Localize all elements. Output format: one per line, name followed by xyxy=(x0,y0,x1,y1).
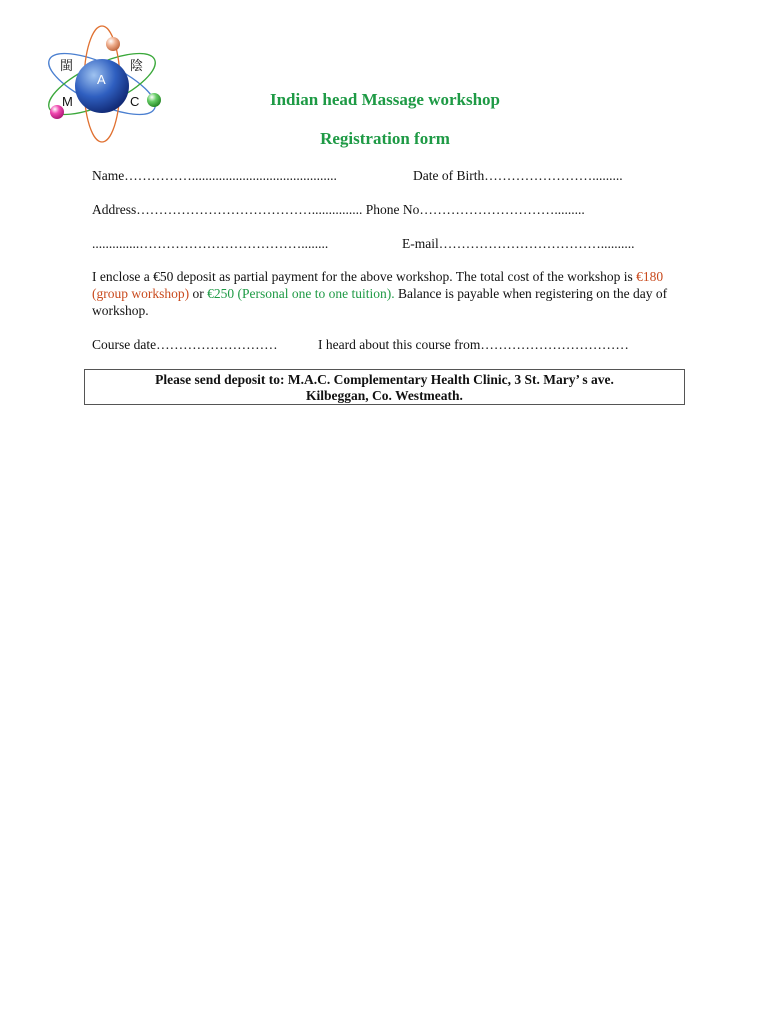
address-continuation-line[interactable]: ..............………………………………........ xyxy=(92,236,329,251)
logo-letter-m: M xyxy=(62,94,73,109)
price-group: €180 (group workshop) xyxy=(92,269,664,301)
deposit-paragraph xyxy=(92,268,692,319)
email-field-line[interactable]: E-mail……………………………….......... xyxy=(402,236,635,251)
logo-char-left: 閩 xyxy=(60,59,74,74)
deposit-text-1: I enclose a €50 deposit as partial payment for the above workshop. The total cost of the workshop is xyxy=(92,269,637,284)
mac-logo xyxy=(42,24,164,146)
deposit-or: or xyxy=(189,286,208,301)
page-title: Indian head Massage workshop xyxy=(269,90,501,109)
deposit-address-line-2: Kilbeggan, Co. Westmeath. xyxy=(306,388,463,403)
heard-from-field-line[interactable]: I heard about this course from…………………………… xyxy=(318,337,629,352)
logo-letter-c: C xyxy=(130,94,140,109)
name-field-line[interactable]: Name……………........................................... xyxy=(92,168,337,183)
price-personal: €250 (Personal one to one tuition). xyxy=(207,286,395,301)
logo-letter-a: A xyxy=(97,72,106,87)
dob-field-line[interactable]: Date of Birth……………………......... xyxy=(413,168,623,183)
page-subtitle: Registration form xyxy=(320,129,450,148)
deposit-address-box xyxy=(84,369,685,405)
address-phone-field-line[interactable]: Address…………………………………............... Phone No…………………………......... xyxy=(92,202,585,217)
deposit-text-2: Balance is payable when registering on the day of workshop. xyxy=(92,286,668,318)
deposit-address-line-1: Please send deposit to: M.A.C. Complementary Health Clinic, 3 St. Mary’ s ave. xyxy=(155,372,614,387)
course-date-field-line[interactable]: Course date……………………… xyxy=(92,337,278,352)
logo-char-right: 陰 xyxy=(130,59,144,74)
